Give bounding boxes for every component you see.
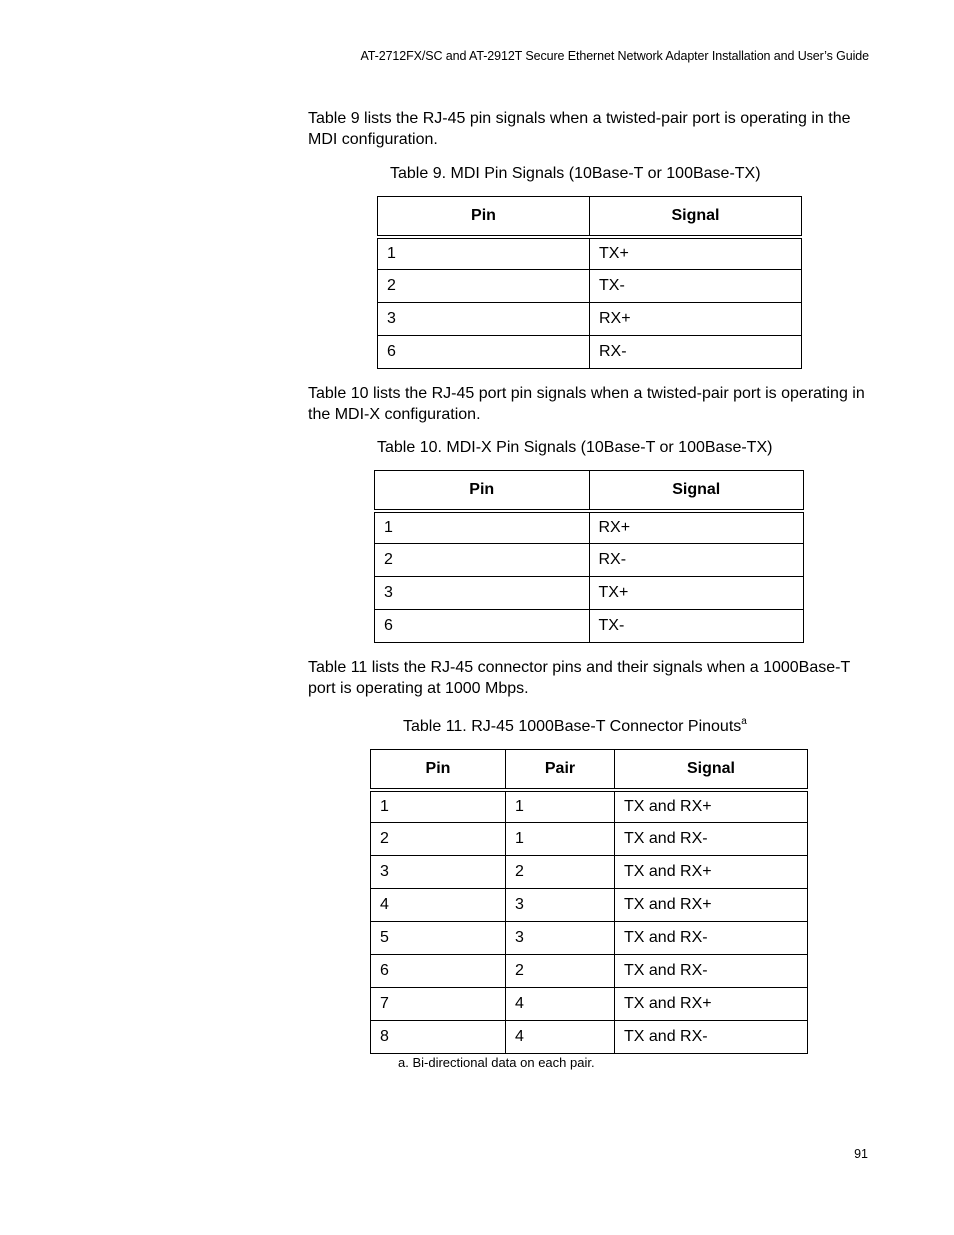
cell-pair: 4	[506, 988, 615, 1021]
table9-caption: Table 9. MDI Pin Signals (10Base-T or 100Base-TX)	[390, 165, 761, 182]
cell-signal: TX and RX-	[615, 1021, 808, 1054]
column-header-pin: Pin	[375, 471, 590, 511]
table10-mdix-pin-signals	[374, 470, 804, 643]
table-row	[378, 336, 802, 369]
page-number: 91	[854, 1147, 868, 1161]
table11-caption	[403, 718, 747, 736]
cell-pin: 6	[375, 610, 590, 643]
cell-signal: TX and RX-	[615, 922, 808, 955]
table-row	[371, 790, 808, 823]
cell-signal: TX and RX+	[615, 856, 808, 889]
column-header-signal: Signal	[615, 750, 808, 790]
cell-signal: TX-	[589, 610, 804, 643]
cell-signal: TX+	[590, 237, 802, 270]
table-row	[378, 303, 802, 336]
cell-pin: 4	[371, 889, 506, 922]
table-header-row	[378, 197, 802, 237]
cell-signal: RX-	[589, 544, 804, 577]
cell-pair: 1	[506, 823, 615, 856]
cell-pair: 3	[506, 889, 615, 922]
cell-pin: 2	[378, 270, 590, 303]
cell-pin: 2	[371, 823, 506, 856]
table-header-row	[375, 471, 804, 511]
cell-pin: 3	[371, 856, 506, 889]
cell-signal: TX+	[589, 577, 804, 610]
cell-pair: 1	[506, 790, 615, 823]
table10-caption: Table 10. MDI-X Pin Signals (10Base-T or 100Base-TX)	[377, 439, 773, 456]
column-header-signal: Signal	[590, 197, 802, 237]
cell-pair: 2	[506, 856, 615, 889]
cell-pin: 7	[371, 988, 506, 1021]
column-header-signal: Signal	[589, 471, 804, 511]
cell-signal: RX+	[589, 511, 804, 544]
intro-paragraph-table11: Table 11 lists the RJ-45 connector pins and their signals when a 1000Base-T port is operating at 1000 Mbps.	[308, 659, 850, 697]
cell-pair: 3	[506, 922, 615, 955]
table9-mdi-pin-signals	[377, 196, 802, 369]
column-header-pin: Pin	[378, 197, 590, 237]
table-row	[371, 955, 808, 988]
table-header-row	[371, 750, 808, 790]
table11-caption-text: Table 11. RJ-45 1000Base-T Connector Pinouts	[403, 718, 742, 735]
table-row	[371, 856, 808, 889]
intro-paragraph-table9: Table 9 lists the RJ-45 pin signals when a twisted-pair port is operating in the MDI configuration.	[308, 110, 851, 148]
table-row	[371, 922, 808, 955]
cell-pin: 2	[375, 544, 590, 577]
cell-signal: RX+	[590, 303, 802, 336]
cell-pair: 2	[506, 955, 615, 988]
column-header-pair: Pair	[506, 750, 615, 790]
table-row	[371, 889, 808, 922]
cell-pin: 1	[371, 790, 506, 823]
table-row	[371, 823, 808, 856]
cell-pin: 5	[371, 922, 506, 955]
cell-pin: 6	[371, 955, 506, 988]
cell-signal: RX-	[590, 336, 802, 369]
cell-signal: TX-	[590, 270, 802, 303]
table-row	[371, 1021, 808, 1054]
table-row	[375, 511, 804, 544]
table11-footnote: a. Bi-directional data on each pair.	[398, 1055, 595, 1070]
table-row	[375, 544, 804, 577]
cell-pin: 1	[375, 511, 590, 544]
cell-signal: TX and RX+	[615, 790, 808, 823]
cell-signal: TX and RX+	[615, 988, 808, 1021]
cell-pair: 4	[506, 1021, 615, 1054]
cell-pin: 6	[378, 336, 590, 369]
column-header-pin: Pin	[371, 750, 506, 790]
cell-pin: 1	[378, 237, 590, 270]
table-row	[375, 610, 804, 643]
running-header: AT-2712FX/SC and AT-2912T Secure Ethernet Network Adapter Installation and User’s Guide	[360, 49, 869, 63]
cell-pin: 3	[375, 577, 590, 610]
cell-signal: TX and RX+	[615, 889, 808, 922]
table11-1000baset-pinouts	[370, 749, 808, 1054]
cell-signal: TX and RX-	[615, 955, 808, 988]
table-row	[378, 237, 802, 270]
cell-pin: 3	[378, 303, 590, 336]
cell-signal: TX and RX-	[615, 823, 808, 856]
table-row	[378, 270, 802, 303]
table-row	[371, 988, 808, 1021]
table-row	[375, 577, 804, 610]
intro-paragraph-table10: Table 10 lists the RJ-45 port pin signals when a twisted-pair port is operating in the MDI-X configuration.	[308, 385, 865, 423]
footnote-marker: a	[741, 716, 747, 727]
cell-pin: 8	[371, 1021, 506, 1054]
